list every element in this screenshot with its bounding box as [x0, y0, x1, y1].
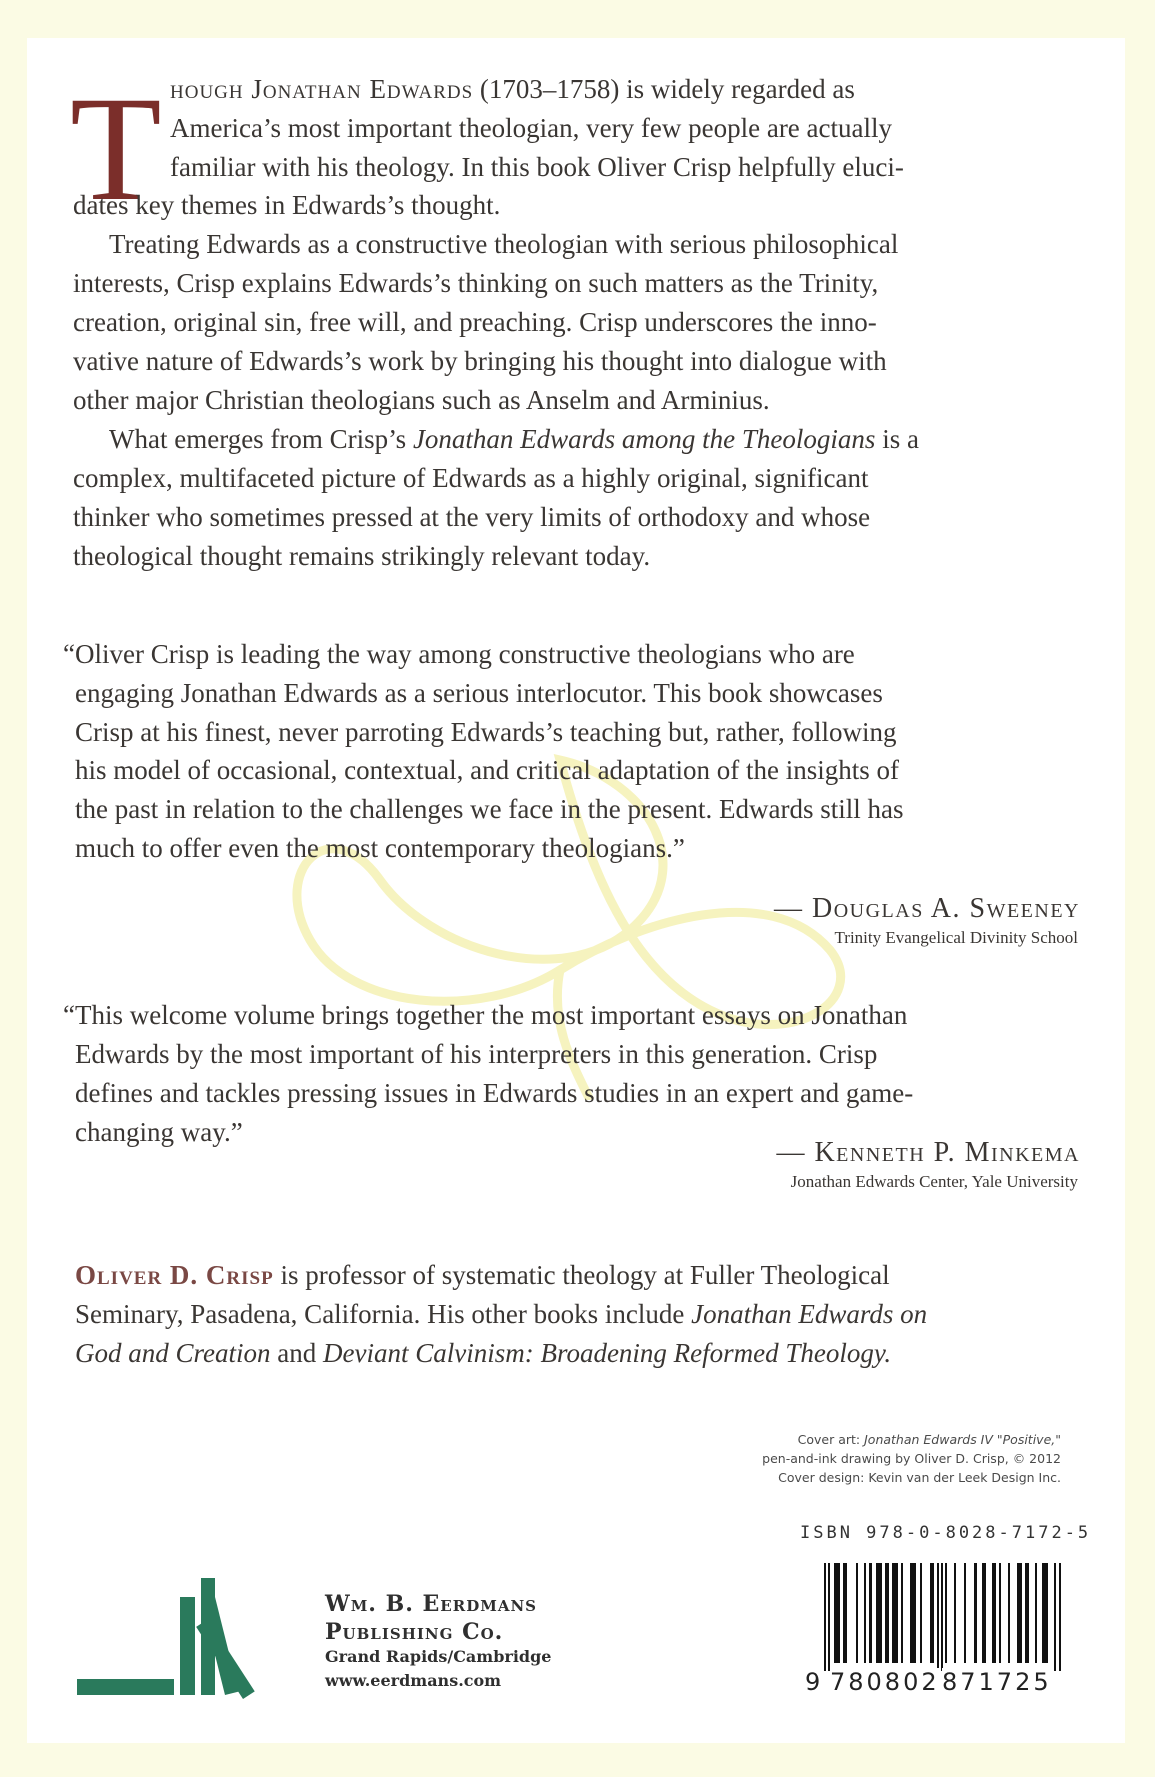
- publisher-name-line1: Wm. B. Eerdmans: [325, 1591, 538, 1617]
- endorsement-line: his model of occasional, contextual, and critical adaptation of the insights of: [75, 755, 900, 785]
- author-bio-line: Oliver D. Crisp is professor of systematic theology at Fuller Theological: [75, 1260, 890, 1290]
- barcode-digits-right: 871725: [942, 1668, 1052, 1696]
- synopsis-line: What emerges from Crisp’s Jonathan Edwards among the Theologians is a: [109, 424, 919, 454]
- author-name: Oliver D. Crisp: [75, 1260, 274, 1290]
- cover-art-credit-line2: pen-and-ink drawing by Oliver D. Crisp, © 2012: [762, 1451, 1061, 1466]
- barcode-digits-left: 780802: [830, 1668, 940, 1696]
- synopsis-line: interests, Crisp explains Edwards’s thinking on such matters as the Trinity,: [73, 268, 879, 298]
- synopsis-line: dates key themes in Edwards’s thought.: [73, 190, 501, 220]
- isbn-label: ISBN 978-0-8028-7172-5: [800, 1523, 1092, 1543]
- endorsement-line: “Oliver Crisp is leading the way among constructive theologians who are: [63, 639, 855, 669]
- synopsis-line: familiar with his theology. In this book Oliver Crisp helpfully eluci-: [170, 152, 904, 182]
- synopsis-line: theological thought remains strikingly relevant today.: [73, 541, 651, 571]
- publisher-website[interactable]: www.eerdmans.com: [325, 1671, 502, 1690]
- cover-art-credit: Cover art: Jonathan Edwards IV "Positive,": [797, 1432, 1061, 1447]
- endorsement-line: much to offer even the most contemporary theologians.”: [75, 833, 685, 863]
- drop-cap: T: [70, 66, 162, 232]
- book-title: Jonathan Edwards among the Theologians: [412, 424, 876, 454]
- synopsis-line: Treating Edwards as a constructive theologian with serious philosophical: [109, 229, 899, 259]
- synopsis-line: thinker who sometimes pressed at the very limits of orthodoxy and whose: [73, 502, 871, 532]
- barcode-icon: [824, 1563, 1062, 1671]
- endorsement-line: “This welcome volume brings together the most important essays on Jonathan: [63, 1000, 908, 1030]
- endorsement-line: Crisp at his finest, never parroting Edwards’s teaching but, rather, following: [75, 717, 897, 747]
- endorsement-line: engaging Jonathan Edwards as a serious interlocutor. This book showcases: [75, 678, 883, 708]
- endorser-name: — Douglas A. Sweeney: [774, 893, 1080, 924]
- endorsement-line: the past in relation to the challenges we face in the present. Edwards still has: [75, 794, 904, 824]
- cover-design-credit: Cover design: Kevin van der Leek Design Inc.: [778, 1470, 1061, 1485]
- endorser-name: — Kenneth P. Minkema: [776, 1137, 1080, 1168]
- endorser-affiliation: Trinity Evangelical Divinity School: [834, 928, 1078, 947]
- publisher-location: Grand Rapids/Cambridge: [325, 1647, 552, 1666]
- endorser-affiliation: Jonathan Edwards Center, Yale University: [790, 1172, 1078, 1191]
- publisher-name-line2: Publishing Co.: [325, 1619, 504, 1645]
- author-bio-line: Seminary, Pasadena, California. His other books include Jonathan Edwards on: [75, 1299, 928, 1329]
- barcode-digit-prefix: 9: [805, 1668, 821, 1696]
- endorsement-line: defines and tackles pressing issues in Edwards studies in an expert and game-: [75, 1078, 914, 1108]
- synopsis-line: complex, multifaceted picture of Edwards as a highly original, significant: [73, 463, 869, 493]
- synopsis-line: hough Jonathan Edwards (1703–1758) is widely regarded as: [170, 74, 855, 104]
- author-bio-line: God and Creation and Deviant Calvinism: Broadening Reformed Theology.: [75, 1338, 892, 1368]
- synopsis-line: other major Christian theologians such as Anselm and Arminius.: [73, 385, 770, 415]
- synopsis-line: creation, original sin, free will, and preaching. Crisp underscores the inno-: [73, 307, 877, 337]
- endorsement-line: Edwards by the most important of his interpreters in this generation. Crisp: [75, 1039, 878, 1069]
- endorsement-line: changing way.”: [75, 1117, 243, 1147]
- synopsis-line: America’s most important theologian, very few people are actually: [170, 113, 892, 143]
- synopsis-line: vative nature of Edwards’s work by bringing his thought into dialogue with: [73, 346, 887, 376]
